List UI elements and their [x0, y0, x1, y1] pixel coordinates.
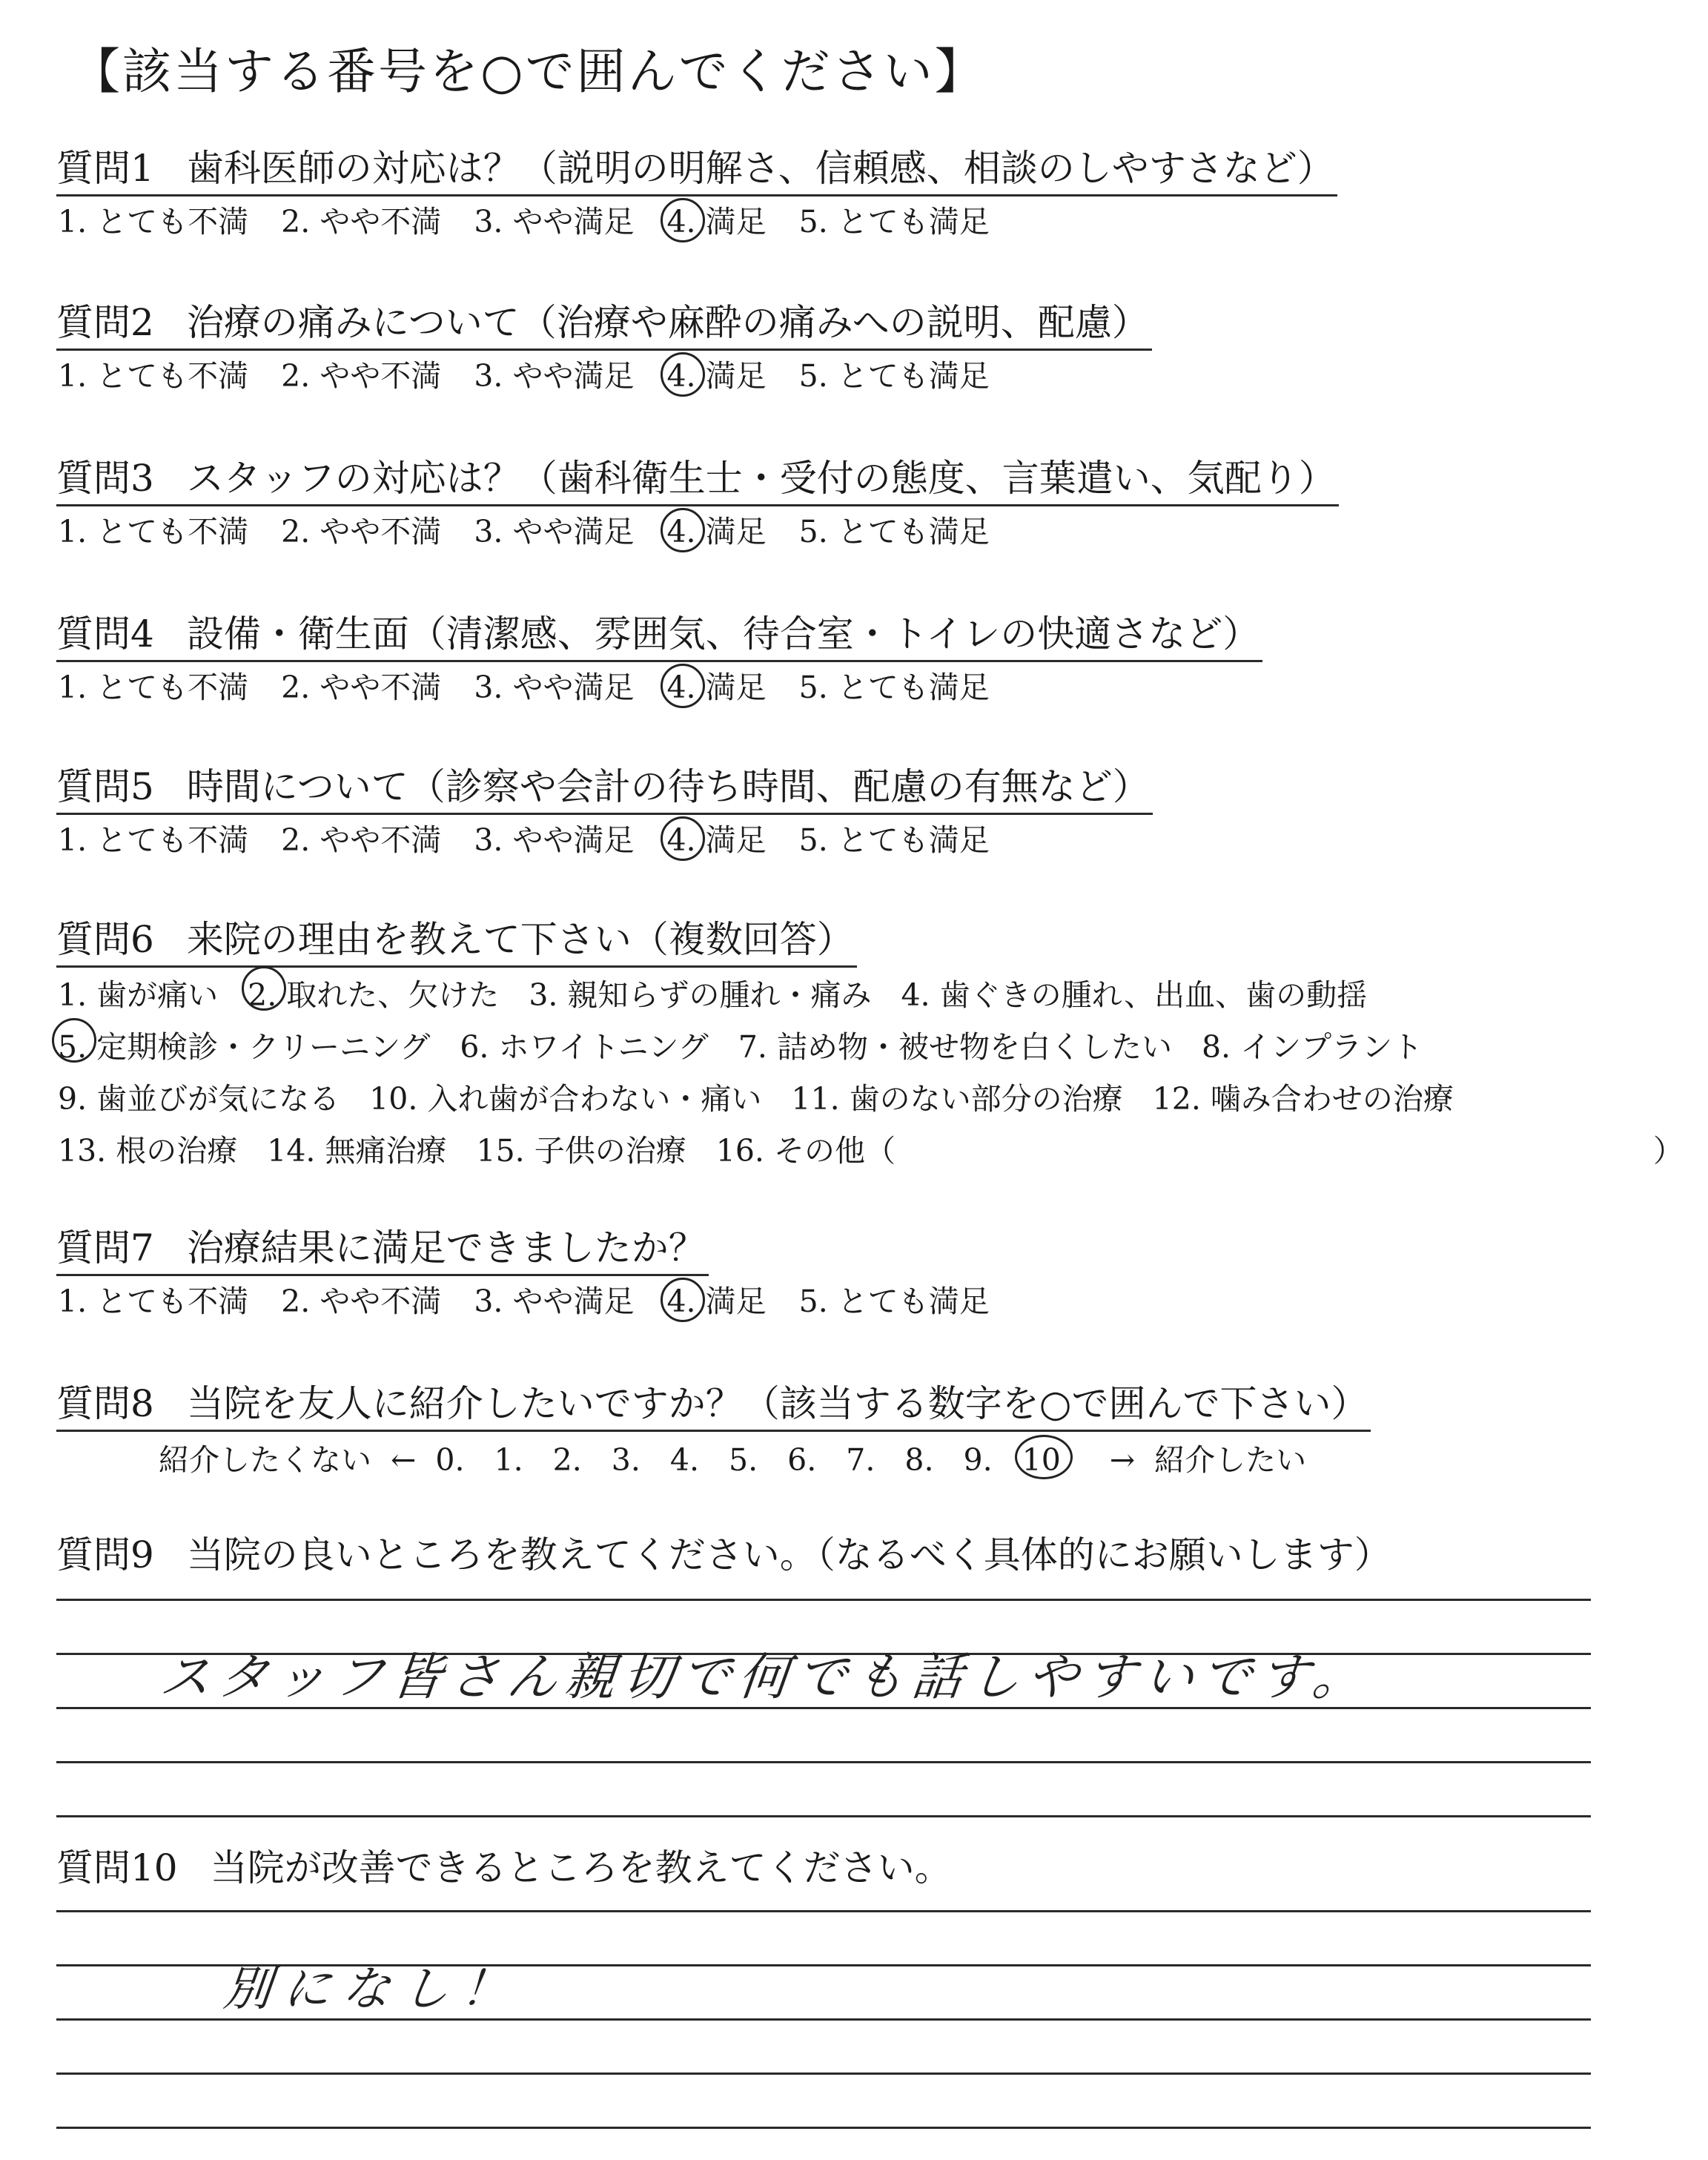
question-number: 質問6	[56, 918, 154, 961]
question-8-heading	[56, 1381, 1371, 1432]
reason-row-4	[56, 1125, 1684, 1177]
question-text: 当院を友人に紹介したいですか？（該当する数字を○で囲んで下さい）	[186, 1382, 1368, 1425]
reason-option-5-selected[interactable]: 5. 定期検診・クリーニング	[58, 1021, 430, 1073]
rating-option-3[interactable]: 3. やや満足	[474, 670, 635, 705]
reason-option-3[interactable]: 3. 親知らずの腫れ・痛み	[529, 977, 872, 1013]
rating-option-5[interactable]: 5. とても満足	[798, 1284, 990, 1319]
question-5-heading	[56, 764, 1153, 815]
question-8	[56, 1381, 1658, 1482]
question-4-heading	[56, 611, 1262, 662]
reason-row-2	[56, 1021, 1658, 1073]
rating-option-3[interactable]: 3. やや満足	[474, 822, 635, 858]
rating-option-4-selected[interactable]: 4. 満足	[666, 355, 766, 397]
reason-option-14[interactable]: 14. 無痛治療	[267, 1133, 447, 1169]
rating-option-2[interactable]: 2. やや不満	[281, 204, 442, 240]
reason-option-10[interactable]: 10. 入れ歯が合わない・痛い	[369, 1081, 762, 1117]
recommend-option-5[interactable]: 5.	[728, 1442, 758, 1478]
question-text: 歯科医師の対応は？（説明の明解さ、信頼感、相談のしやすさなど）	[186, 147, 1334, 190]
rating-option-5[interactable]: 5. とても満足	[798, 670, 990, 705]
reason-option-4[interactable]: 4. 歯ぐきの腫れ、出血、歯の動揺	[901, 977, 1368, 1013]
answer-line	[56, 1912, 1591, 1966]
recommend-option-4[interactable]: 4.	[669, 1442, 699, 1478]
question-text: 当院が改善できるところを教えてください。	[210, 1846, 952, 1889]
question-number: 質問4	[56, 612, 154, 655]
recommend-option-7[interactable]: 7.	[846, 1442, 875, 1478]
rating-option-2[interactable]: 2. やや不満	[281, 670, 442, 705]
reason-option-6[interactable]: 6. ホワイトニング	[460, 1029, 709, 1065]
rating-option-1[interactable]: 1. とても不満	[58, 822, 249, 858]
question-number: 質問8	[56, 1382, 154, 1425]
rating-option-2[interactable]: 2. やや不満	[281, 514, 442, 549]
rating-option-4-selected[interactable]: 4. 満足	[666, 201, 766, 242]
reason-option-2-selected[interactable]: 2. 取れた、欠けた	[248, 969, 499, 1021]
question-6	[56, 916, 1684, 1177]
rating-option-5[interactable]: 5. とても満足	[798, 204, 990, 240]
answer-10-handwriting: 別になし！	[221, 1962, 523, 2017]
rating-scale	[56, 667, 1658, 708]
question-number: 質問10	[56, 1846, 178, 1889]
answer-line	[56, 1547, 1591, 1601]
answer-line	[56, 1858, 1591, 1912]
rating-option-2[interactable]: 2. やや不満	[281, 1284, 442, 1319]
reason-option-7[interactable]: 7. 詰め物・被せ物を白くしたい	[738, 1029, 1172, 1065]
recommend-scale	[56, 1438, 1658, 1482]
rating-option-3[interactable]: 3. やや満足	[474, 514, 635, 549]
question-text: 当院の良いところを教えてください。（なるべく具体的にお願いします）	[186, 1533, 1391, 1576]
other-close-paren: ）	[1653, 1133, 1684, 1169]
answer-line	[56, 1709, 1591, 1763]
rating-option-3[interactable]: 3. やや満足	[474, 204, 635, 240]
left-arrow-icon: ←	[391, 1442, 417, 1478]
recommend-right-label: 紹介したい	[1154, 1442, 1307, 1478]
rating-option-1[interactable]: 1. とても不満	[58, 204, 249, 240]
page-title: 【該当する番号を○で囲んでください】	[71, 43, 986, 100]
question-text: 時間について（診察や会計の待ち時間、配慮の有無など）	[186, 765, 1150, 808]
question-2-heading	[56, 300, 1152, 351]
question-text: 来院の理由を教えて下さい（複数回答）	[186, 918, 854, 961]
rating-option-1[interactable]: 1. とても不満	[58, 514, 249, 549]
rating-option-3[interactable]: 3. やや満足	[474, 1284, 635, 1319]
question-1	[56, 145, 1658, 242]
reason-option-15[interactable]: 15. 子供の治療	[476, 1133, 686, 1169]
reason-option-1[interactable]: 1. 歯が痛い	[58, 977, 219, 1013]
question-4	[56, 611, 1658, 708]
recommend-option-10-selected[interactable]: 10	[1022, 1438, 1061, 1482]
rating-option-4-selected[interactable]: 4. 満足	[666, 1281, 766, 1322]
question-7	[56, 1225, 1658, 1322]
recommend-option-3[interactable]: 3.	[611, 1442, 640, 1478]
rating-option-4-selected[interactable]: 4. 満足	[666, 819, 766, 861]
reason-row-1	[56, 969, 1658, 1021]
rating-scale	[56, 201, 1658, 242]
question-7-heading	[56, 1225, 709, 1276]
rating-option-5[interactable]: 5. とても満足	[798, 358, 990, 394]
answer-9-lines	[56, 1547, 1591, 1817]
recommend-option-8[interactable]: 8.	[904, 1442, 934, 1478]
answer-line	[56, 2021, 1591, 2075]
question-number: 質問3	[56, 457, 154, 500]
question-2	[56, 300, 1658, 397]
question-5	[56, 764, 1658, 861]
reason-option-12[interactable]: 12. 噛み合わせの治療	[1152, 1081, 1454, 1117]
rating-option-2[interactable]: 2. やや不満	[281, 358, 442, 394]
recommend-option-1[interactable]: 1.	[494, 1442, 523, 1478]
question-text: 治療結果に満足できましたか？	[186, 1226, 706, 1269]
right-arrow-icon: →	[1109, 1442, 1136, 1478]
recommend-option-6[interactable]: 6.	[787, 1442, 817, 1478]
rating-option-4-selected[interactable]: 4. 満足	[666, 511, 766, 552]
reason-option-11[interactable]: 11. 歯のない部分の治療	[791, 1081, 1123, 1117]
rating-option-3[interactable]: 3. やや満足	[474, 358, 635, 394]
question-3	[56, 455, 1658, 552]
answer-line-filled[interactable]	[56, 1962, 1591, 2021]
question-number: 質問2	[56, 301, 154, 344]
rating-option-5[interactable]: 5. とても満足	[798, 514, 990, 549]
rating-option-4-selected[interactable]: 4. 満足	[666, 667, 766, 708]
rating-scale	[56, 819, 1658, 861]
reason-option-9[interactable]: 9. 歯並びが気になる	[58, 1081, 340, 1117]
question-text: 設備・衛生面（清潔感、雰囲気、待合室・トイレの快適さなど）	[186, 612, 1260, 655]
question-number: 質問7	[56, 1226, 154, 1269]
rating-option-1[interactable]: 1. とても不満	[58, 358, 249, 394]
recommend-option-0[interactable]: 0.	[435, 1442, 465, 1478]
answer-line	[56, 1763, 1591, 1817]
rating-option-2[interactable]: 2. やや不満	[281, 822, 442, 858]
rating-scale	[56, 355, 1658, 397]
answer-line	[56, 2075, 1591, 2129]
reason-option-8[interactable]: 8. インプラント	[1201, 1029, 1423, 1065]
rating-option-5[interactable]: 5. とても満足	[798, 822, 990, 858]
question-6-heading	[56, 916, 857, 968]
rating-scale	[56, 511, 1658, 552]
rating-option-1[interactable]: 1. とても不満	[58, 670, 249, 705]
question-1-heading	[56, 145, 1337, 196]
question-number: 質問1	[56, 147, 154, 190]
answer-line-filled[interactable]	[56, 1648, 1591, 1709]
rating-scale	[56, 1281, 1658, 1322]
reason-option-13[interactable]: 13. 根の治療	[58, 1133, 238, 1169]
answer-line	[56, 1601, 1591, 1655]
question-number: 質問5	[56, 765, 154, 808]
question-number: 質問9	[56, 1533, 154, 1576]
recommend-option-2[interactable]: 2.	[552, 1442, 582, 1478]
question-3-heading	[56, 455, 1339, 506]
question-text: 治療の痛みについて（治療や麻酔の痛みへの説明、配慮）	[186, 301, 1149, 344]
answer-9-handwriting: スタッフ皆さん親切で何でも話しやすいです。	[156, 1648, 1374, 1707]
answer-10-lines	[56, 1858, 1591, 2129]
recommend-option-9[interactable]: 9.	[963, 1442, 993, 1478]
recommend-left-label: 紹介したくない	[159, 1442, 371, 1478]
reason-option-16-other[interactable]: 16. その他（	[715, 1133, 896, 1169]
rating-option-1[interactable]: 1. とても不満	[58, 1284, 249, 1319]
reason-options	[56, 969, 1684, 1177]
question-text: スタッフの対応は？（歯科衛生士・受付の態度、言葉遣い、気配り）	[186, 457, 1336, 500]
reason-row-3	[56, 1073, 1658, 1125]
